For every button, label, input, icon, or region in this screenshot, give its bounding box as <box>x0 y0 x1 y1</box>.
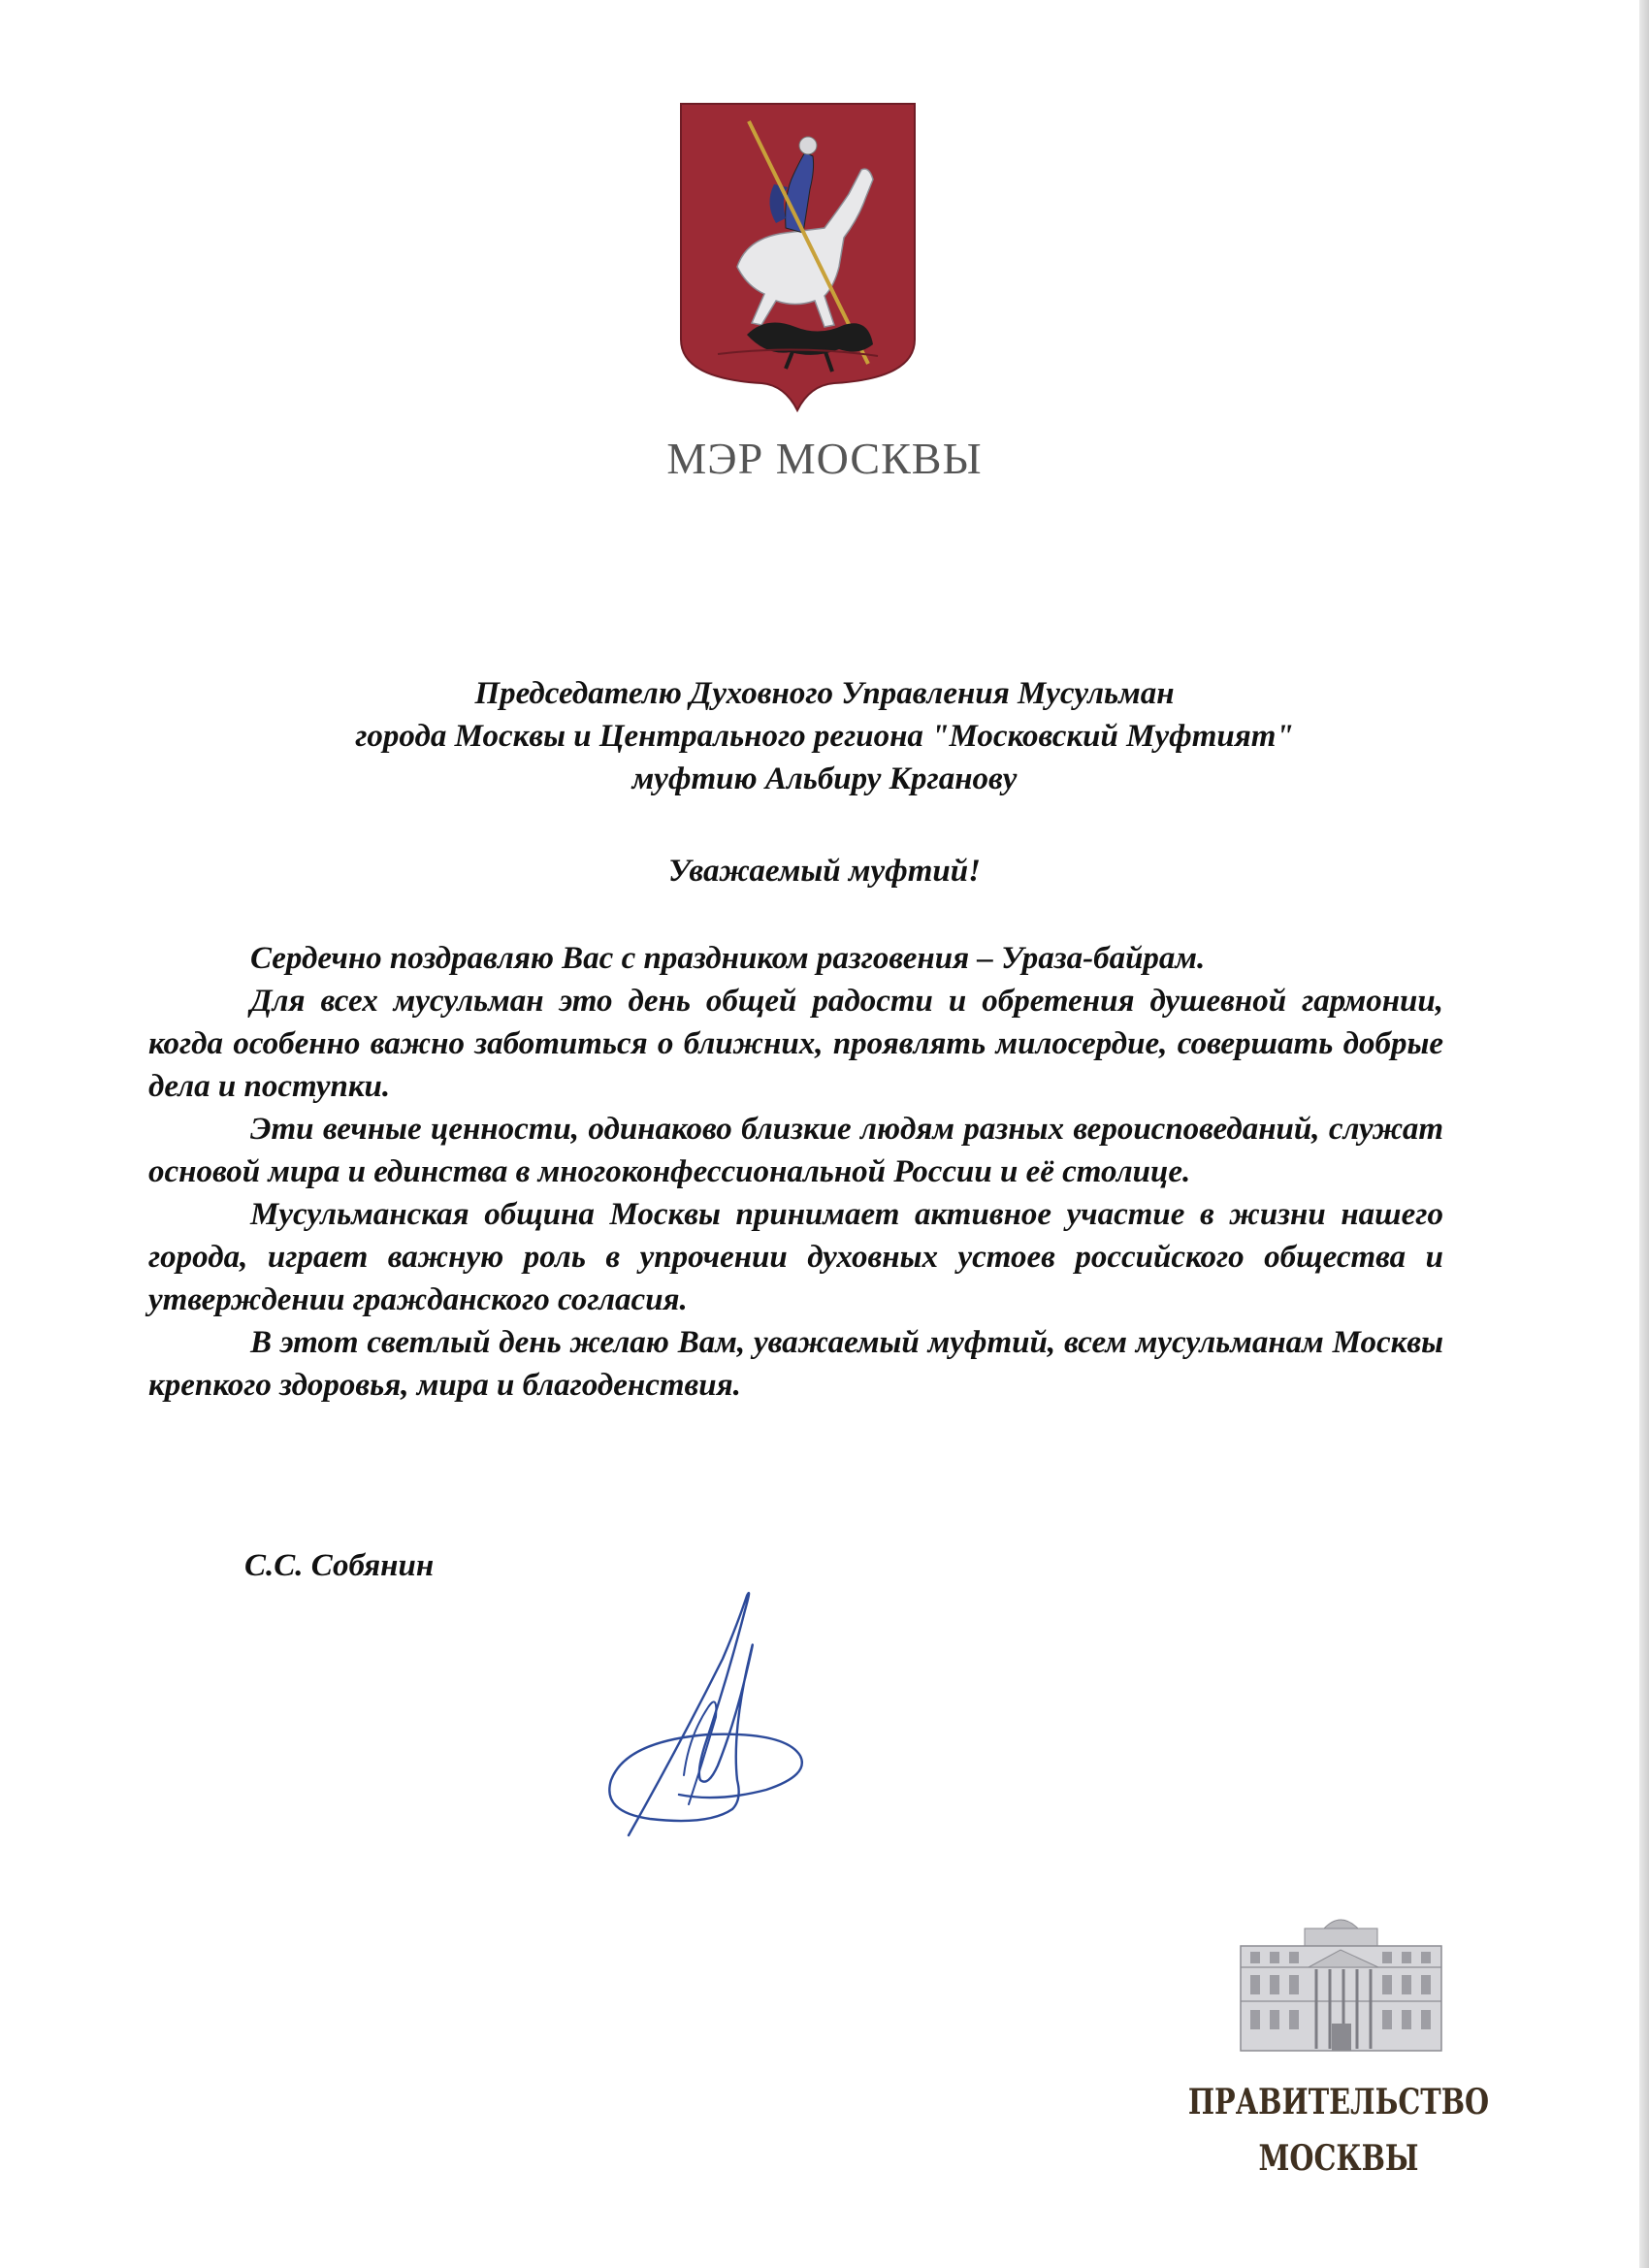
addressee-line: муфтию Альбиру Крганову <box>631 761 1018 796</box>
government-building-icon <box>1237 1909 1445 2055</box>
paper-edge <box>1639 0 1649 2268</box>
mayor-title: МЭР МОСКВЫ <box>666 434 983 483</box>
handwritten-signature-icon <box>592 1571 824 1872</box>
government-title-line: МОСКВЫ <box>1258 2138 1419 2179</box>
body-paragraph: Мусульманская община Москвы принимает активное участие в жизни нашего города, играет важную роль в упрочении духовных устоев российского общества и утверждении гражданского согласия. <box>148 1197 1443 1317</box>
body-paragraph: Эти вечные ценности, одинаково близкие людям разных вероисповеданий, служат основой мира и единства в многоконфессиональной России и её столице. <box>148 1112 1443 1189</box>
addressee-line: города Москвы и Центрального региона "Московский Муфтият" <box>355 719 1294 754</box>
body-paragraph: В этот светлый день желаю Вам, уважаемый муфтий, всем мусульманам Москвы крепкого здоровья, мира и благоденствия. <box>148 1325 1443 1403</box>
body-paragraph: Сердечно поздравляю Вас с праздником разговения – Ураза-байрам. <box>250 941 1206 976</box>
signer-name: С.С. Собянин <box>244 1548 435 1583</box>
letter-body <box>148 937 1443 1407</box>
addressee-line: Председателю Духовного Управления Мусульман <box>474 676 1175 711</box>
government-title <box>1183 2074 1494 2187</box>
moscow-coat-of-arms-icon <box>679 102 917 412</box>
government-title-line: ПРАВИТЕЛЬСТВО <box>1187 2082 1490 2122</box>
salutation: Уважаемый муфтий! <box>668 854 981 889</box>
body-paragraph: Для всех мусульман это день общей радости и обретения душевной гармонии, когда особенно важно заботиться о ближних, проявлять милосердие, совершать добрые дела и поступки. <box>148 984 1443 1104</box>
addressee-block <box>146 672 1504 800</box>
